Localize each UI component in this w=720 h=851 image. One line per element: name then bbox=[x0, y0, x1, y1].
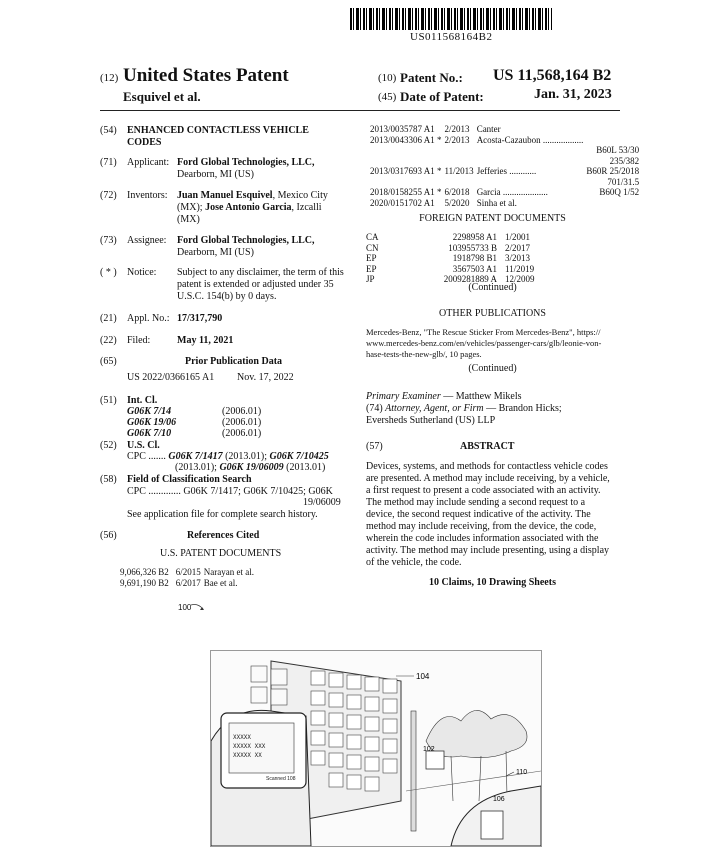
inventor-short: Esquivel et al. bbox=[123, 89, 201, 104]
foreign-date: 12/2009 bbox=[505, 274, 535, 284]
code-45: (45) bbox=[378, 91, 397, 103]
table-row bbox=[370, 187, 642, 198]
notice-code: ( * ) bbox=[100, 267, 117, 278]
abstract-line: activity. The method may include presenting, using a display bbox=[366, 545, 610, 556]
field-code: (58) bbox=[100, 474, 117, 485]
cite-date bbox=[445, 177, 477, 188]
table-row bbox=[366, 253, 538, 264]
other-publications bbox=[366, 327, 601, 360]
field-note: See application file for complete search history. bbox=[127, 509, 318, 520]
refs-code: (56) bbox=[100, 530, 117, 541]
code-10: (10) bbox=[378, 72, 397, 84]
appl-number: 17/317,790 bbox=[177, 313, 223, 324]
table-row bbox=[366, 232, 538, 243]
cite-class: B60R 25/2018 bbox=[586, 166, 640, 176]
table-row bbox=[370, 166, 642, 177]
cite-date: 2/2013 bbox=[444, 124, 470, 134]
cite-name: Acosta-Cazaubon .................. bbox=[476, 134, 584, 145]
table-row bbox=[120, 567, 257, 578]
prior-title: Prior Publication Data bbox=[185, 356, 283, 367]
cpc-year-b: (2013.01); bbox=[175, 462, 220, 473]
attorney-label: Attorney, Agent, or Firm bbox=[385, 403, 484, 414]
cite-class bbox=[586, 124, 642, 135]
us-cites-continued bbox=[370, 124, 642, 208]
examiner-line bbox=[366, 391, 522, 403]
notice-line2: patent is extended or adjusted under 35 bbox=[177, 279, 334, 290]
cite-number bbox=[370, 145, 445, 156]
inventor2-name: Jose Antonio Garcia bbox=[205, 202, 292, 213]
abstract-line: Devices, systems, and methods for contactless vehicle codes bbox=[366, 461, 608, 472]
abstract-text bbox=[366, 461, 610, 569]
foreign-number: 1918798 B1 bbox=[452, 253, 497, 263]
intcl-version: (2006.01) bbox=[222, 406, 262, 417]
cite-number bbox=[370, 156, 445, 167]
publication-line: Mercedes-Benz, "The Rescue Sticker From Mercedes-Benz", https:// bbox=[366, 327, 601, 337]
cite-date bbox=[445, 156, 477, 167]
applicant-name: Ford Global Technologies, LLC, bbox=[177, 157, 315, 168]
cite-date: 6/2018 bbox=[444, 187, 470, 197]
ref-104: 104 bbox=[416, 672, 430, 681]
title-line2: CODES bbox=[127, 137, 162, 148]
cite-number: 2013/0317693 A1 * bbox=[370, 166, 442, 176]
table-row bbox=[120, 578, 257, 589]
foreign-country: JP bbox=[366, 274, 375, 284]
attorney-line bbox=[366, 403, 562, 415]
ref-100: 100 bbox=[178, 603, 192, 612]
cite-number: 2018/0158255 A1 * bbox=[370, 187, 442, 197]
table-row bbox=[370, 177, 642, 188]
assignee-name: Ford Global Technologies, LLC, bbox=[177, 235, 315, 246]
field-cpc-line1: CPC ............. G06K 7/1417; G06K 7/10425; G06K bbox=[127, 486, 333, 497]
cite-class: 701/31.5 bbox=[607, 176, 640, 187]
cite-name: Sinha et al. bbox=[476, 197, 517, 208]
intcl-class: G06K 7/14 bbox=[127, 406, 172, 417]
cpc-label: CPC ....... bbox=[127, 451, 166, 462]
other-publications-title: OTHER PUBLICATIONS bbox=[439, 308, 546, 319]
refs-title: References Cited bbox=[187, 530, 260, 541]
intcl-code: (51) bbox=[100, 395, 117, 406]
attorney-code: (74) bbox=[366, 403, 386, 414]
foreign-continued: (Continued) bbox=[468, 282, 517, 293]
attorney-firm: Eversheds Sutherland (US) LLP bbox=[366, 415, 496, 426]
title-code: (54) bbox=[100, 125, 117, 136]
date-label: Date of Patent: bbox=[400, 89, 484, 104]
uscl-label: U.S. Cl. bbox=[127, 440, 160, 451]
cpc-line2 bbox=[175, 462, 325, 474]
doc-date: 6/2017 bbox=[175, 577, 201, 588]
foreign-country: EP bbox=[366, 263, 377, 274]
cite-name: Jefferies ............ bbox=[476, 166, 537, 176]
ref-110: 110 bbox=[516, 769, 528, 776]
filed-code: (22) bbox=[100, 335, 117, 346]
foreign-number: 103955733 B bbox=[448, 242, 497, 253]
abstract-line: a first request to present a code associated with an activity. bbox=[366, 485, 601, 496]
cpc-class-c: G06K 19/06009 bbox=[219, 462, 284, 473]
screen-code-row: XXXXX XX bbox=[233, 752, 262, 759]
foreign-patent-documents bbox=[366, 232, 538, 285]
cite-number: 2013/0043306 A1 * bbox=[370, 134, 442, 145]
intcl-class: G06K 7/10 bbox=[127, 428, 172, 439]
ref-106: 106 bbox=[493, 796, 505, 803]
cpc-class-a: G06K 7/1417 bbox=[168, 451, 223, 462]
notice-label: Notice: bbox=[127, 267, 157, 278]
cite-number: 2013/0035787 A1 bbox=[370, 124, 435, 134]
abstract-line: The method may include sending a second request to a bbox=[366, 497, 586, 508]
assignee-code: (73) bbox=[100, 235, 117, 246]
abstract-line: method may include receiving, from the device, the code, bbox=[366, 521, 597, 532]
applicant-location: Dearborn, MI (US) bbox=[177, 169, 254, 180]
examiner-name: — Matthew Mikels bbox=[440, 391, 522, 402]
cite-date bbox=[445, 145, 477, 156]
cite-name bbox=[477, 177, 587, 188]
code-12: (12) bbox=[100, 72, 119, 84]
abstract-code: (57) bbox=[366, 441, 383, 452]
notice-line3: U.S.C. 154(b) by 0 days. bbox=[177, 291, 277, 302]
us-docs-title: U.S. PATENT DOCUMENTS bbox=[160, 548, 282, 559]
cpc-year-a: (2013.01); bbox=[222, 451, 270, 462]
screen-code-row: XXXXX XXX bbox=[233, 743, 266, 750]
foreign-date: 1/2001 bbox=[505, 232, 531, 242]
table-row bbox=[366, 243, 538, 254]
inventors-label: Inventors: bbox=[127, 190, 168, 201]
prior-code: (65) bbox=[100, 356, 117, 367]
inventor-line2 bbox=[177, 202, 357, 214]
table-row bbox=[366, 264, 538, 275]
appl-label: Appl. No.: bbox=[127, 313, 170, 324]
field-cpc-line2: 19/06009 bbox=[303, 497, 341, 508]
inventor1-name: Juan Manuel Esquivel bbox=[177, 190, 273, 201]
appl-code: (21) bbox=[100, 313, 117, 324]
intcl-class: G06K 19/06 bbox=[127, 417, 177, 428]
publication-line: www.mercedes-benz.com/en/vehicles/passenger-cars/glb/leonie-von- bbox=[366, 338, 602, 348]
inventor-line1 bbox=[177, 190, 357, 202]
header-rule bbox=[100, 110, 620, 111]
abstract-line: device, the second request indicative of the activity. The bbox=[366, 509, 591, 520]
foreign-number: 2298958 A1 bbox=[452, 232, 497, 242]
table-row bbox=[370, 124, 642, 135]
cpc-year-c: (2013.01) bbox=[283, 462, 326, 473]
table-row bbox=[370, 135, 642, 146]
table-row bbox=[370, 156, 642, 167]
patent-number: US 11,568,164 B2 bbox=[493, 67, 612, 84]
country-type: United States Patent bbox=[123, 65, 289, 86]
inventor-line3: (MX) bbox=[177, 214, 200, 225]
assignee-location: Dearborn, MI (US) bbox=[177, 247, 254, 258]
barcode bbox=[350, 8, 552, 30]
barcode-number: US011568164B2 bbox=[410, 31, 493, 43]
table-row bbox=[370, 145, 642, 156]
applicant-label: Applicant: bbox=[127, 157, 170, 168]
foreign-date: 11/2019 bbox=[505, 263, 535, 274]
inventor-line2-prefix: (MX); bbox=[177, 202, 206, 213]
ref-102: 102 bbox=[423, 746, 435, 753]
cite-date: 11/2013 bbox=[444, 166, 474, 176]
intcl-label: Int. Cl. bbox=[127, 395, 158, 406]
drive-through-illustration bbox=[211, 651, 541, 846]
cite-name bbox=[477, 145, 587, 156]
filed-label: Filed: bbox=[127, 335, 151, 346]
figure-drawing bbox=[210, 650, 542, 847]
attorney-name: — Brandon Hicks; bbox=[483, 403, 562, 414]
examiner-label: Primary Examiner bbox=[366, 391, 441, 402]
table-row bbox=[370, 198, 642, 209]
inventor1-rest: , Mexico City bbox=[272, 190, 328, 201]
cite-date: 2/2013 bbox=[444, 134, 470, 145]
cite-name: Garcia .................... bbox=[476, 187, 548, 197]
cpc-class-b: G06K 7/10425 bbox=[269, 451, 329, 462]
cite-name bbox=[477, 156, 587, 167]
us-patent-documents bbox=[120, 567, 257, 588]
filed-date: May 11, 2021 bbox=[177, 335, 234, 346]
title-line1: ENHANCED CONTACTLESS VEHICLE bbox=[127, 125, 309, 136]
foreign-title: FOREIGN PATENT DOCUMENTS bbox=[419, 213, 566, 224]
cite-class bbox=[586, 198, 642, 209]
abstract-title: ABSTRACT bbox=[460, 441, 515, 452]
patent-date: Jan. 31, 2023 bbox=[534, 87, 612, 102]
intcl-version: (2006.01) bbox=[222, 417, 262, 428]
cite-date: 5/2020 bbox=[444, 197, 470, 208]
claims-summary: 10 Claims, 10 Drawing Sheets bbox=[429, 577, 556, 588]
cite-class: B60Q 1/52 bbox=[599, 187, 640, 197]
abstract-line: wherein the code includes information associated with the bbox=[366, 533, 599, 544]
doc-name: Bae et al. bbox=[203, 577, 238, 588]
applicant-code: (71) bbox=[100, 157, 117, 168]
foreign-date: 3/2013 bbox=[505, 253, 531, 263]
cite-number bbox=[370, 177, 445, 188]
screen-caption: Scanned 108 bbox=[266, 776, 296, 782]
foreign-country: CA bbox=[366, 232, 379, 242]
cite-class bbox=[586, 135, 642, 146]
ref-arrow-icon bbox=[190, 602, 206, 612]
other-continued: (Continued) bbox=[468, 363, 517, 374]
foreign-number: 3567503 A1 bbox=[452, 263, 497, 274]
abstract-line: are presented. A method may include receiving, by a vehicle, bbox=[366, 473, 610, 484]
inventor2-rest: , Izcalli bbox=[291, 202, 322, 213]
patent-no-label: Patent No.: bbox=[400, 70, 463, 85]
foreign-number: 2009281889 A bbox=[443, 274, 497, 284]
cite-number: 2020/0151702 A1 bbox=[370, 197, 435, 208]
foreign-country: EP bbox=[366, 253, 377, 263]
intcl-version: (2006.01) bbox=[222, 428, 262, 439]
screen-code-row: XXXXX bbox=[233, 734, 252, 741]
assignee-label: Assignee: bbox=[127, 235, 167, 246]
prior-publication: US 2022/0366165 A1 bbox=[127, 372, 215, 383]
foreign-country: CN bbox=[366, 242, 379, 253]
inventors-code: (72) bbox=[100, 190, 117, 201]
prior-date: Nov. 17, 2022 bbox=[237, 372, 294, 383]
doc-number: 9,066,326 B2 bbox=[120, 567, 169, 577]
doc-date: 6/2015 bbox=[175, 567, 201, 577]
foreign-date: 2/2017 bbox=[505, 242, 531, 253]
cite-name: Canter bbox=[476, 124, 501, 134]
cite-class: 235/382 bbox=[609, 155, 640, 166]
publication-line: hase-tests-the-new-glb/, 10 pages. bbox=[366, 349, 482, 359]
notice-line1: Subject to any disclaimer, the term of this bbox=[177, 267, 344, 278]
abstract-line: of the vehicle, the code. bbox=[366, 557, 462, 568]
doc-name: Narayan et al. bbox=[203, 567, 255, 577]
cite-class: B60L 53/30 bbox=[596, 145, 640, 155]
uscl-code: (52) bbox=[100, 440, 117, 451]
field-label: Field of Classification Search bbox=[127, 474, 252, 485]
doc-number: 9,691,190 B2 bbox=[120, 577, 169, 588]
